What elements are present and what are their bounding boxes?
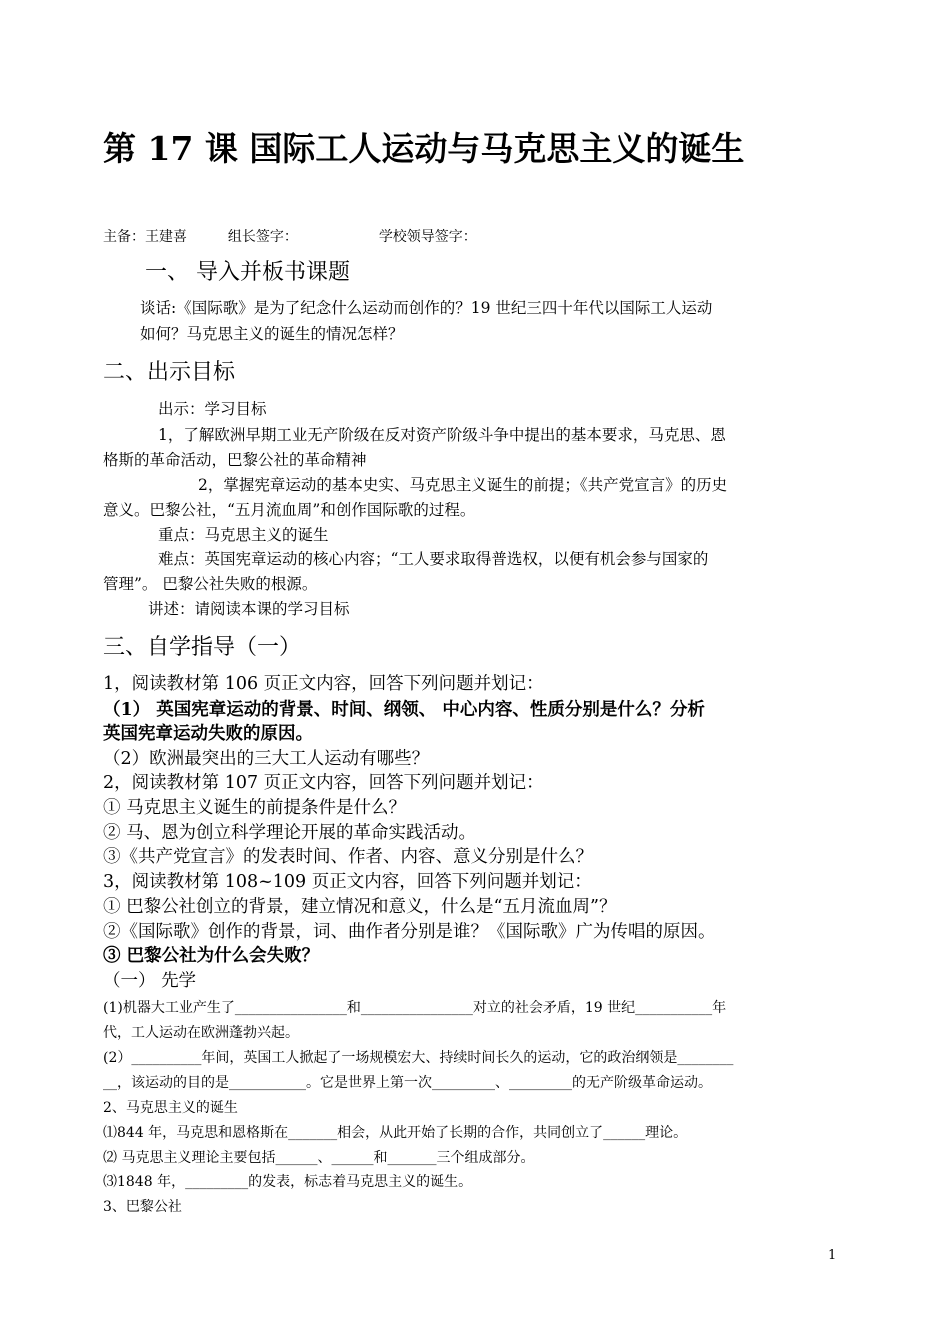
lead-teacher: 主备：王建喜 [103,229,187,245]
page-number: 1 [828,1248,837,1263]
fill-2-2: ⑵ 马克思主义理论主要包括______、______和_______三个组成部分。 [103,1150,535,1166]
fill-1-line2: 代，工人运动在欧洲蓬勃兴起。 [103,1025,299,1041]
goal2-line1: 2，掌握宪章运动的基本史实、马克思主义诞生的前提；《共产党宣言》的历史 [198,476,728,494]
question-1-1-line1: （1） 英国宪章运动的背景、时间、纲领、 中心内容、性质分别是什么？分析 [103,700,705,720]
question-2-3: ③《共产党宣言》的发表时间、作者、内容、意义分别是什么？ [103,847,593,867]
question-1-2: （2）欧洲最突出的三大工人运动有哪些？ [103,749,430,769]
page-title: 第 17 课 国际工人运动与马克思主义的诞生 [103,129,745,168]
section1-text-line2: 如何？马克思主义的诞生的情况怎样？ [140,325,404,343]
goal2-line2: 意义。巴黎公社，“五月流血周”和创作国际歌的过程。 [103,501,476,519]
fill-2-1: ⑴844 年，马克思和恩格斯在_______相会，从此开始了长期的合作，共同创立了______理论。 [103,1125,688,1141]
subsection-2: 2、马克思主义的诞生 [103,1100,238,1116]
section2-show: 出示：学习目标 [158,400,267,418]
signature-line [103,229,477,245]
difficult-line1: 难点：英国宪章运动的核心内容；“工人要求取得普选权，以便有机会参与国家的 [158,550,709,568]
pre-study-heading: （一） 先学 [103,971,197,991]
section1-text-line1: 谈话:《国际歌》是为了纪念什么运动而创作的？19 世纪三四十年代以国际工人运动 [140,299,713,317]
subsection-3: 3、巴黎公社 [103,1199,182,1215]
question-3-2: ②《国际歌》创作的背景，词、曲作者分别是谁？《国际歌》广为传唱的原因。 [103,922,716,942]
section3-heading: 三、自学指导（一） [103,635,302,660]
fill-2-line2: __，该运动的目的是___________。它是世界上第一次_________、_________的无产阶级革命运动。 [103,1075,712,1091]
question-1-1-line2: 英国宪章运动失败的原因。 [103,724,313,744]
difficult-line2: 管理”。 巴黎公社失败的根源。 [103,575,318,593]
question-2: 2，阅读教材第 107 页正文内容，回答下列问题并划记： [103,773,544,793]
narrate: 讲述：请阅读本课的学习目标 [148,600,350,618]
section2-heading: 二、出示目标 [103,360,236,385]
fill-2-3: ⑶1848 年，_________的发表，标志着马克思主义的诞生。 [103,1174,473,1190]
question-2-2: ② 马、恩为创立科学理论开展的革命实践活动。 [103,823,477,843]
question-2-1: ① 马克思主义诞生的前提条件是什么？ [103,798,407,818]
school-leader-signature: 学校领导签字： [378,229,477,245]
question-1: 1，阅读教材第 106 页正文内容，回答下列问题并划记： [103,674,544,694]
question-3: 3，阅读教材第 108~109 页正文内容，回答下列问题并划记： [103,872,592,892]
question-3-1: ① 巴黎公社创立的背景，建立情况和意义，什么是“五月流血周”？ [103,897,617,917]
key-point: 重点：马克思主义的诞生 [158,526,329,544]
section1-heading: 一、 导入并板书课题 [145,260,350,285]
goal1-line1: 1，了解欧洲早期工业无产阶级在反对资产阶级斗争中提出的基本要求，马克思、恩 [158,426,726,444]
question-3-3: ③ 巴黎公社为什么会失败？ [103,946,320,966]
goal1-line2: 格斯的革命活动，巴黎公社的革命精神 [103,451,367,469]
fill-1-line1: (1)机器大工业产生了________________和________________对立的社会矛盾，19 世纪___________年 [103,1000,727,1016]
group-leader-signature: 组长签字： [227,229,298,245]
fill-2-line1: (2）__________年间，英国工人掀起了一场规模宏大、持续时间长久的运动，它的政治纲领是________ [103,1050,734,1066]
